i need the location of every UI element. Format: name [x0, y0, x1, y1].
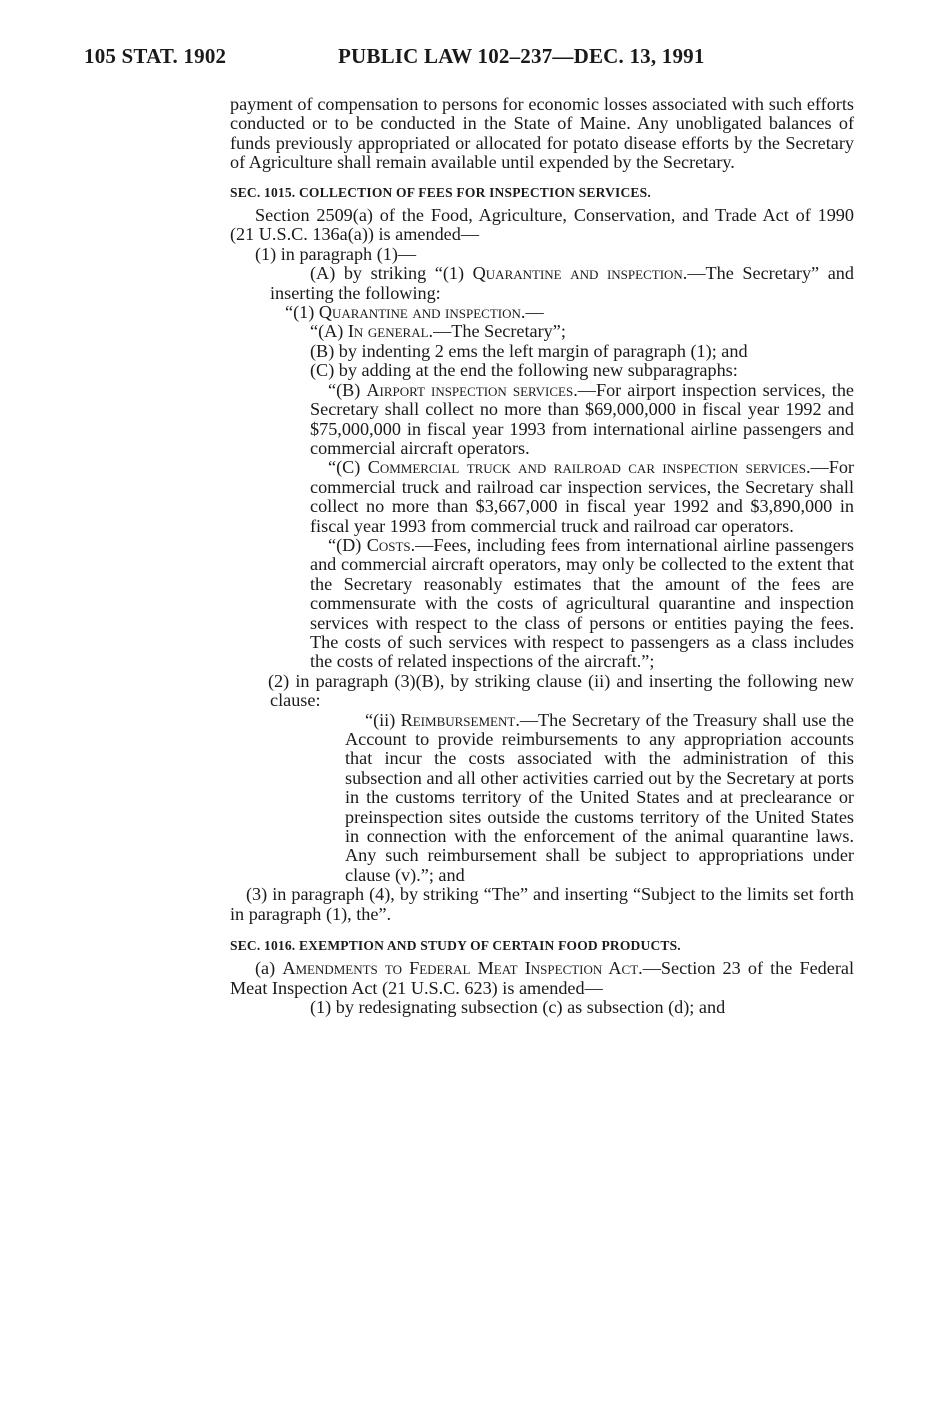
section-1016-heading: SEC. 1016. EXEMPTION AND STUDY OF CERTAIN FOOD PRODUCTS. [230, 938, 681, 954]
item-1C: (C) by adding at the end the following new subparagraphs: [310, 360, 738, 381]
section-1015-lead: Section 2509(a) of the Food, Agriculture, Conservation, and Trade Act of 1990 (21 U.S.C. 136a(a)) is amended— [230, 205, 854, 245]
intro-paragraph: payment of compensation to persons for economic losses associated with such efforts conducted or to be conducted in the State of Maine. Any unobligated balances of funds previously appropriated or allocated for potato disease efforts by the Secretary of Agriculture shall remain available until expended by the Secretary. [230, 94, 854, 173]
item-2: (2) in paragraph (3)(B), by striking clause (ii) and inserting the following new clause: [268, 670, 854, 711]
stat-page-number: 105 STAT. 1902 [84, 44, 227, 68]
quote-B: “(B) Airport inspection services.—For airport inspection services, the Secretary shall collect no more than $69,000,000 in fiscal year 1992 and $75,000,000 in fiscal year 1993 from international airline passengers and commercial aircraft operators. [310, 379, 854, 458]
section-1016a: (a) Amendments to Federal Meat Inspection Act.—Section 23 of the Federal Meat Inspection Act (21 U.S.C. 623) is amended— [230, 958, 854, 998]
section-1015-heading: SEC. 1015. COLLECTION OF FEES FOR INSPECTION SERVICES. [230, 184, 651, 200]
item-1: (1) in paragraph (1)— [255, 243, 417, 264]
item-3: (3) in paragraph (4), by striking “The” and inserting “Subject to the limits set forth in paragraph (1), the”. [230, 884, 854, 924]
quote-A: “(A) In general.—The Secretary”; [310, 321, 566, 342]
item-1A: (A) by striking “(1) Quarantine and inspection.—The Secretary” and inserting the following: [270, 263, 854, 303]
quote-ii: “(ii) Reimbursement.—The Secretary of the Treasury shall use the Account to provide reimbursements to any appropriation accounts that incur the costs associated with the administration of this subsection and all other activities carried out by the Secretary at ports in the customs territory of the United States and at preclearance or preinspection sites outside the customs territory of the United States in connection with the enforcement of the animal quarantine laws. Any such reimbursement shall be subject to appropriations under clause (v).”; and [345, 709, 854, 885]
item-1B: (B) by indenting 2 ems the left margin of paragraph (1); and [310, 340, 748, 361]
public-law-title: PUBLIC LAW 102–237—DEC. 13, 1991 [338, 44, 705, 68]
quote-D: “(D) Costs.—Fees, including fees from international airline passengers and commercial aircraft operators, may only be collected to the extent that the Secretary reasonably estimates that the amount of the fees are commensurate with the costs of agricultural quarantine and inspection services with respect to the class of persons or entities paying the fees. The costs of such services with respect to passengers as a class includes the costs of related inspections of the aircraft.”; [310, 534, 854, 672]
quote-C: “(C) Commercial truck and railroad car inspection services.—For commercial truck and railroad car inspection services, the Secretary shall collect no more than $3,667,000 in fiscal year 1992 and $3,890,000 in fiscal year 1993 from commercial truck and railroad car operators. [310, 457, 854, 536]
document-body [230, 95, 854, 1018]
quote-1: “(1) Quarantine and inspection.— [285, 302, 544, 323]
section-1016a-item-1: (1) by redesignating subsection (c) as subsection (d); and [310, 997, 726, 1018]
